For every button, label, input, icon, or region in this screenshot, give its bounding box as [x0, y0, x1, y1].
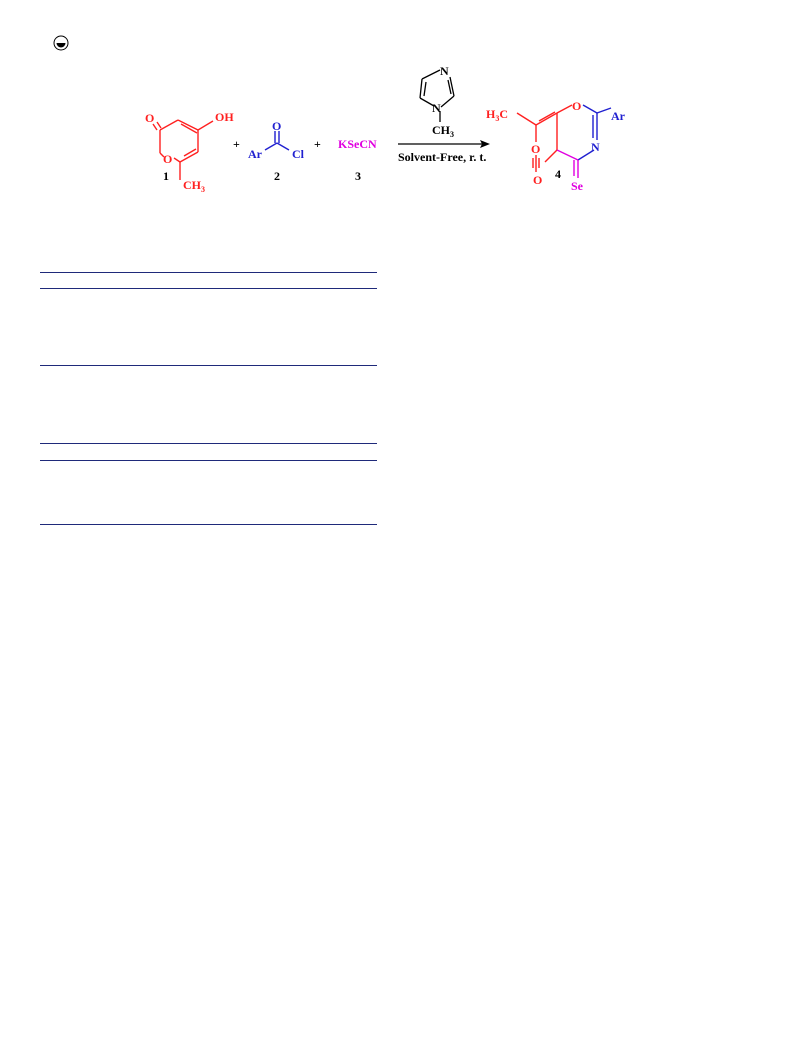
catalyst-methyl: $CH_3$ — [432, 123, 454, 139]
compound-1-ring-o: O — [163, 152, 173, 166]
plus-sign-2: + — [314, 137, 321, 151]
product-carbonyl-o: O — [533, 173, 543, 187]
compound-3-number: 3 — [355, 169, 361, 183]
compound-2-ar: Ar — [248, 147, 262, 161]
table-rule-top — [40, 272, 377, 273]
catalyst-n-bottom: N — [432, 101, 441, 115]
compound-2 — [265, 131, 289, 150]
compound-1-carbonyl-o: O — [145, 111, 155, 125]
compound-2-carbonyl-o: O — [272, 119, 282, 133]
product-ar: Ar — [611, 109, 625, 123]
compound-1 — [153, 120, 213, 180]
product-methyl: $H_3C$ — [486, 107, 509, 123]
table-rule-header — [40, 288, 377, 289]
reaction-conditions: Solvent-Free, r. t. — [398, 150, 487, 164]
table-rule-section-1 — [40, 365, 377, 366]
product-se: Se — [571, 179, 583, 193]
reaction-scheme — [0, 0, 791, 230]
table-rule-section-3 — [40, 460, 377, 461]
product-ring-o-top: O — [572, 99, 582, 113]
compound-1-number: 1 — [163, 169, 169, 183]
product-ring-o-left: O — [531, 142, 541, 156]
reaction-arrow — [398, 140, 490, 148]
compound-1-oh: OH — [215, 110, 234, 124]
compound-1-methyl: $CH_3$ — [183, 178, 205, 194]
catalyst-n-top: N — [440, 64, 449, 78]
product-n: N — [591, 140, 600, 154]
compound-3-formula: KSeCN — [338, 137, 377, 151]
plus-sign-1: + — [233, 137, 240, 151]
compound-2-number: 2 — [274, 169, 280, 183]
table-rule-bottom — [40, 524, 377, 525]
table-rule-section-2 — [40, 443, 377, 444]
product-number: 4 — [555, 167, 561, 181]
compound-2-cl: Cl — [292, 147, 304, 161]
